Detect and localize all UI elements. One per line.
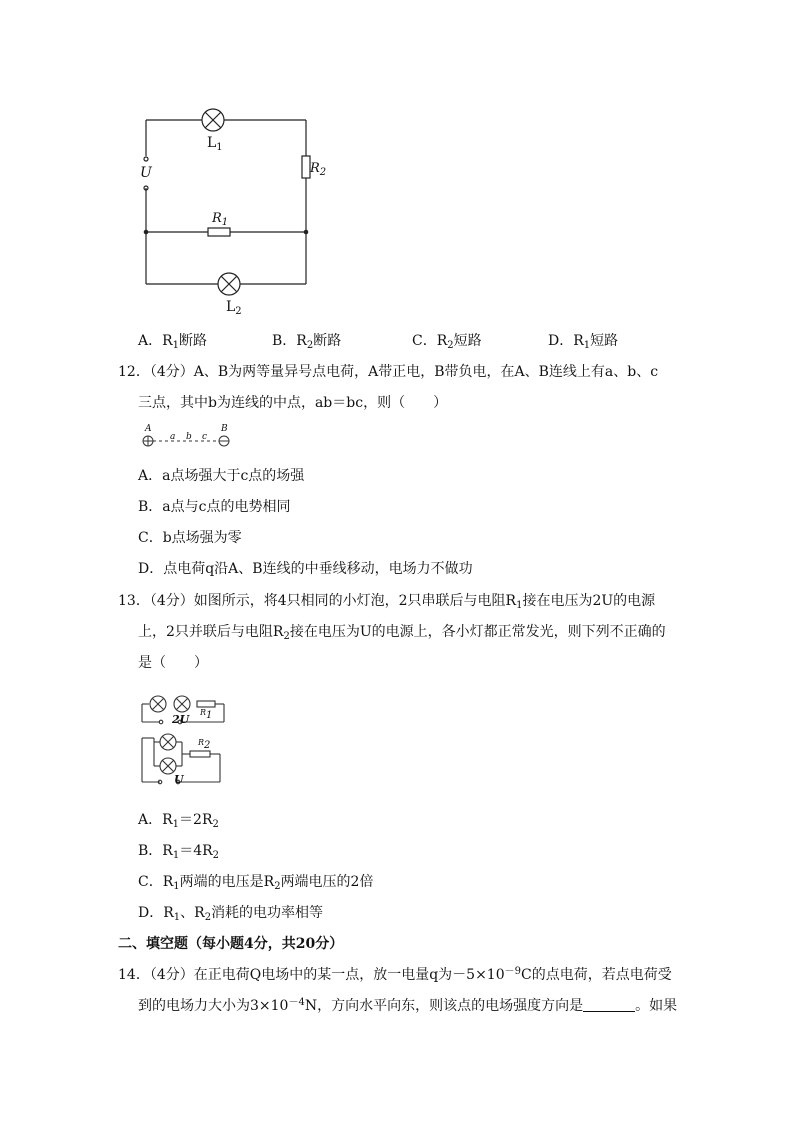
section-title-fill-in: 二、填空题（每小题4分，共20分） <box>118 936 344 952</box>
q13-stem-line3: 是（ ） <box>138 655 208 671</box>
q13-option-a[interactable]: A．$R_1=2R_2$ <box>138 812 219 830</box>
q13-option-b[interactable]: B．$R_1=4R_2$ <box>138 843 220 861</box>
label-l2: $L_2$ <box>226 299 242 317</box>
terminal-icon <box>159 720 163 724</box>
q12-option-d[interactable]: D．点电荷q沿A、B连线的中垂线移动，电场力不做功 <box>138 561 473 577</box>
q11-options <box>0 331 794 351</box>
q13-label-u: U <box>174 773 184 786</box>
q13-label-r1: $R_1$ <box>200 708 213 721</box>
resistor-r1-icon <box>197 701 215 707</box>
q11-option-b[interactable]: B．$R_2$断路 <box>272 333 342 351</box>
q12-option-c[interactable]: C．b点场强为零 <box>138 530 242 546</box>
q13-option-d[interactable]: D．$R_1$、$R_2$消耗的电功率相等 <box>138 905 324 923</box>
q12-label-c: c <box>202 432 208 442</box>
q14-stem-line1: 14．（4分）在正电荷Q电场中的某一点，放一电量q为$-5\times 10^{-9}C$的点电荷，若点电荷受 <box>118 966 672 983</box>
label-l1: $L_1$ <box>207 135 223 153</box>
answer-blank[interactable] <box>583 997 635 1012</box>
resistor-r2-icon <box>190 751 210 757</box>
q13-option-c[interactable]: C．$R_1$两端的电压是$R_2$两端电压的2倍 <box>138 874 374 892</box>
label-r2: $R_2$ <box>310 161 327 178</box>
junction-dot <box>304 230 309 235</box>
q12-label-a: a <box>170 432 176 442</box>
resistor-r1-icon <box>208 228 230 236</box>
q11-option-c[interactable]: C．$R_2$短路 <box>412 333 482 351</box>
q12-charges-figure <box>138 424 258 454</box>
q12-option-b[interactable]: B．a点与c点的电势相同 <box>138 499 291 515</box>
q12-stem-line1: 12．（4分）A、B为两等量异号点电荷，A带正电，B带负电，在A、B连线上有a、b、c <box>118 364 659 380</box>
q11-circuit-figure <box>0 0 794 330</box>
q12-label-A: A <box>145 424 152 434</box>
q12-label-B: B <box>221 424 228 434</box>
q13-stem-line2: 上，2只并联后与电阻$R_2$接在电压为U的电源上，各小灯都正常发光，则下列不正确的 <box>138 624 666 642</box>
q13-label-2u: 2U <box>172 713 190 726</box>
q12-stem-line2: 三点，其中b为连线的中点，ab＝bc，则（ ） <box>138 395 448 411</box>
q11-option-d[interactable]: D．$R_1$短路 <box>548 333 619 351</box>
junction-dot <box>144 230 149 235</box>
q11-option-a[interactable]: A．$R_1$断路 <box>138 333 208 351</box>
terminal-icon <box>144 157 148 161</box>
label-u: U <box>140 165 152 181</box>
q13-label-r2: $R_2$ <box>198 738 211 751</box>
q14-stem-line2: 到的电场力大小为$3\times 10^{-4}N$，方向水平向东，则该点的电场强度方向是 。如果 <box>138 997 678 1014</box>
q12-label-b: b <box>186 432 192 442</box>
q13-circuit-figure <box>138 690 238 790</box>
label-r1: $R_1$ <box>212 211 229 228</box>
q12-option-a[interactable]: A．a点场强大于c点的场强 <box>138 468 305 484</box>
resistor-r2-icon <box>302 156 310 178</box>
q13-stem-line1: 13．（4分）如图所示，将4只相同的小灯泡，2只串联后与电阻$R_1$接在电压为2U的电源 <box>118 593 656 611</box>
